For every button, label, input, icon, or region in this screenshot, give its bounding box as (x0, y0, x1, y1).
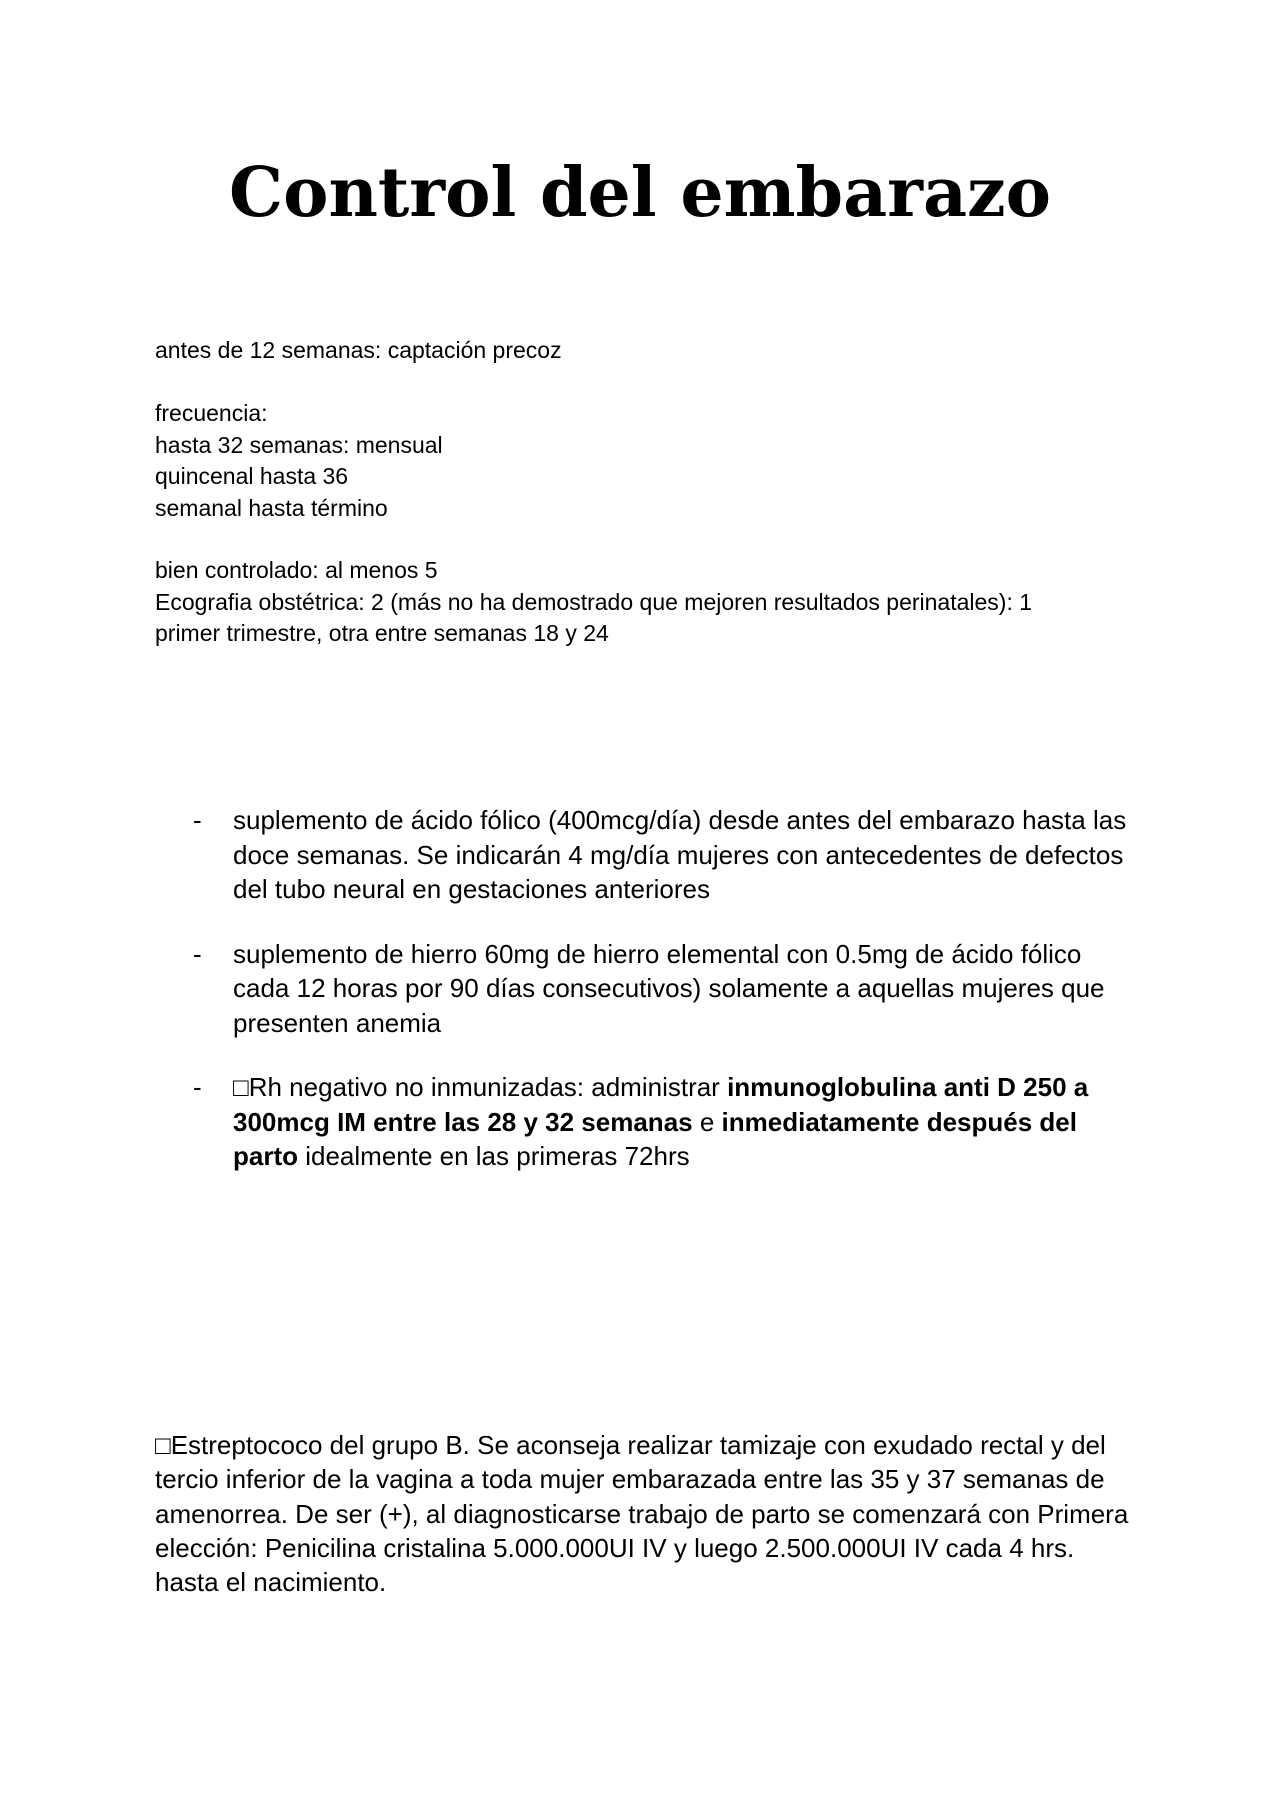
text-run: □Rh negativo no inmunizadas: administrar (233, 1072, 728, 1102)
text-run: e (692, 1106, 722, 1137)
intro-line: antes de 12 semanas: captación precoz (155, 337, 562, 363)
strep-b-paragraph: □Estreptococo del grupo B. Se aconseja realizar tamizaje con exudado rectal y del tercio inferior de la vagina a toda mujer embarazada entre las 35 y 37 semanas de amenorrea. De ser (+), al diagnosticarse trabajo de parto se comenzará con Primera elección: Penicilina cristalina 5.000.000UI IV y luego 2.500.000UI IV cada 4 hrs. hasta el nacimiento. (155, 1430, 1129, 1598)
frequency-block (155, 398, 1115, 524)
frequency-line: hasta 32 semanas: mensual (155, 431, 443, 458)
list-item-text: suplemento de hierro 60mg de hierro elemental con 0.5mg de ácido fólico cada 12 horas por 90 días consecutivos) solamente a aquellas mujeres que presenten anemia (233, 938, 1105, 1038)
intro-block (155, 335, 1115, 367)
list-item-iron (0, 937, 1133, 1041)
text-run: idealmente en las primeras 72hrs (298, 1141, 690, 1171)
control-line: bien controlado: al menos 5 (155, 557, 438, 583)
frequency-line: semanal hasta término (155, 494, 388, 521)
bold-text-run: inmediatamente después del parto (233, 1106, 1077, 1171)
control-block (155, 555, 1115, 650)
page-title: Control del embarazo (228, 153, 1051, 233)
bold-text-run: inmunoglobulina anti D 250 a 300mcg IM entre las 28 y 32 semanas (233, 1072, 1089, 1137)
ultrasound-line: Ecografia obstétrica: 2 (más no ha demostrado que mejoren resultados perinatales): 1 (155, 588, 1033, 615)
list-item-text (233, 1072, 1088, 1171)
ultrasound-line-continued: primer trimestre, otra entre semanas 18 y 24 (155, 620, 609, 646)
frequency-heading: frecuencia: (155, 400, 268, 426)
list-bullet: - (193, 938, 202, 969)
list-item-rh-negative (0, 1070, 1133, 1174)
list-bullet: - (193, 805, 202, 835)
supplement-list (0, 803, 1280, 1204)
list-item-folic-acid (0, 803, 1133, 907)
frequency-line: quincenal hasta 36 (155, 463, 349, 489)
list-item-text: suplemento de ácido fólico (400mcg/día) desde antes del embarazo hasta las doce semanas. Se indicarán 4 mg/día mujeres con antecedentes de defectos del tubo neural en gestaciones anteriores (233, 805, 1127, 904)
list-bullet: - (193, 1072, 202, 1102)
